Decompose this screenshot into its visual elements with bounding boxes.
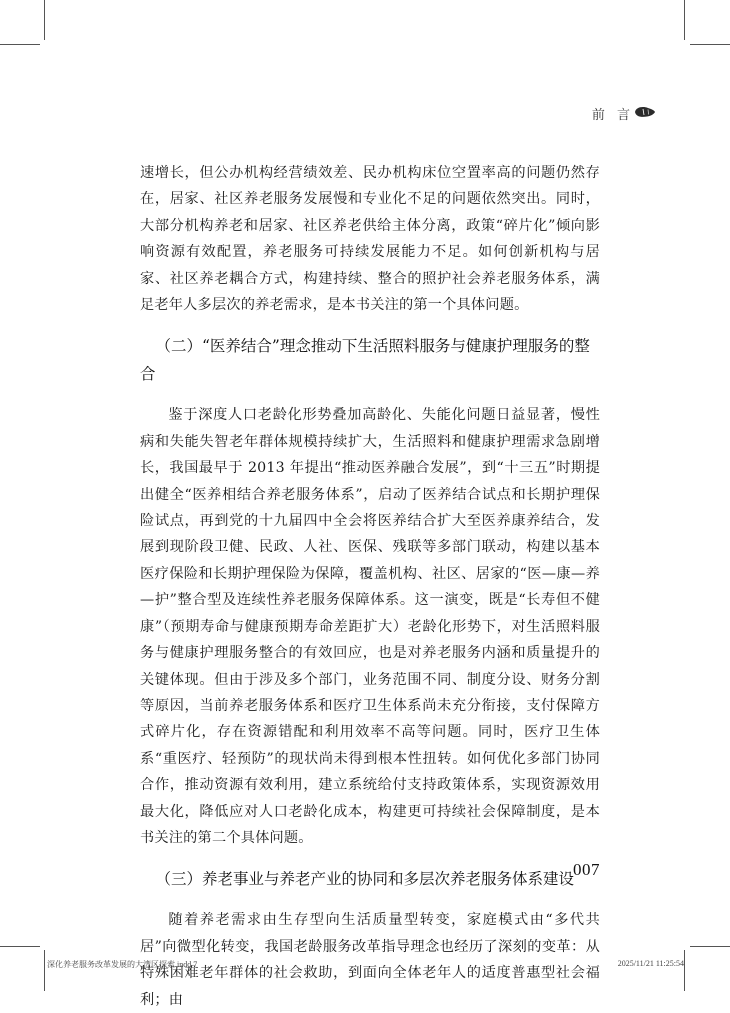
section-heading: （三）养老事业与养老产业的协同和多层次养老服务体系建设 (155, 870, 575, 889)
page-number: 007 (573, 860, 600, 879)
crop-mark (690, 946, 730, 947)
running-head: 前 言 (591, 108, 634, 123)
paragraph: 鉴于深度人口老龄化形势叠加高龄化、失能化问题日益显著，慢性病和失能失智老年群体规模持续扩大，生活照料和健康护理需求急剧增长，我国最早于 2013 年提出“推动医养融合发展”，到“十三五”时期提出健全“医养相结合养老服务体系”，启动了医养结合试点和长期护理保险试点，再到党的十九届四中全会将医养结合扩大至医养康养结合，发展到现阶段卫健、民政、人社、医保、残联等多部门联动，构建以基本医疗保险和长期护理保险为保障，覆盖机构、社区、居家的“医—康—养—护”整合型及连续性养老服务保障体系。这一演变，既是“长寿但不健康”（预期寿命与健康预期寿命差距扩大）老龄化形势下，对生活照料服务与健康护理服务整合的有效回应，也是对养老服务内涵和质量提升的关键体现。但由于涉及多个部门，业务范围不同、制度分设、财务分割等原因，当前养老服务体系和医疗卫生体系尚未充分衔接，支付保障方式碎片化，存在资源错配和利用效率不高等问题。同时，医疗卫生体系“重医疗、轻预防”的现状尚未得到根本性扭转。如何优化多部门协同合作，推动资源有效利用，建立系统给付支持政策体系，实现资源效用最大化，降低应对人口老龄化成本，构建更可持续社会保障制度，是本书关注的第二个具体问题。 (140, 407, 600, 846)
crop-mark (44, 0, 45, 40)
crop-mark (0, 44, 40, 45)
slug-timestamp: 2025/11/21 11:25:54 (617, 959, 684, 968)
crop-mark (684, 950, 685, 991)
paragraph: 速增长，但公办机构经营绩效差、民办机构床位空置率高的问题仍然存在，居家、社区养老服务发展慢和专业化不足的问题依然突出。同时，大部分机构养老和居家、社区养老供给主体分离，政策“碎片化”倾向影响资源有效配置，养老服务可持续发展能力不足。如何创新机构与居家、社区养老耦合方式，构建持续、整合的照护社会养老服务体系，满足老年人多层次的养老需求，是本书关注的第一个具体问题。 (140, 165, 600, 314)
crop-mark (0, 946, 40, 947)
crop-mark (684, 0, 685, 40)
section-heading: （二）“医养结合”理念推动下生活照料服务与健康护理服务的整合 (140, 337, 590, 384)
slug-filename: 深化养老服务改革发展的大湾区探索.indd 7 (47, 960, 198, 969)
body-text (140, 160, 600, 1013)
crop-mark (690, 44, 730, 45)
ink-brush-mark-icon (634, 106, 656, 118)
crop-mark (44, 950, 45, 991)
paragraph: 随着养老需求由生存型向生活质量型转变，家庭模式由“多代共居”向微型化转变，我国老龄服务改革指导理念也经历了深刻的变革：从特殊困难老年群体的社会救助，到面向全体老年人的适度普惠型社会福利；由 (140, 912, 600, 1008)
